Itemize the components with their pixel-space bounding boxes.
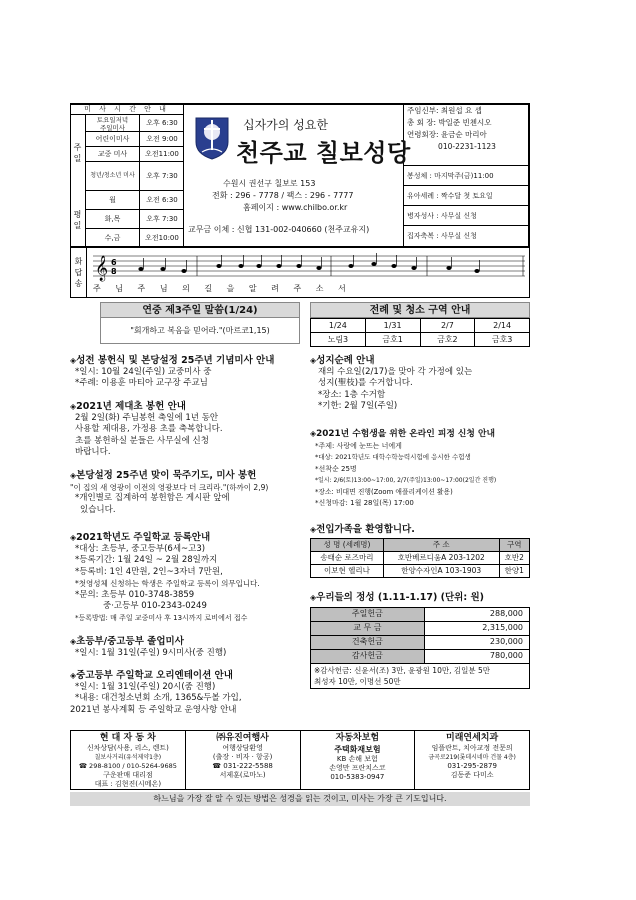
ad-line: 임플란트, 치아교정 전문의 [431, 744, 513, 752]
notice-line: 2월 2일(화) 주님봉헌 축일에 1년 동안 [75, 412, 219, 423]
notice-heading: ◈2021학년도 주일학교 등록안내 [70, 532, 211, 543]
schedule-group: 노림3 [311, 333, 366, 347]
table-cell: 교 무 금 [311, 621, 425, 635]
schedule-date: 2/7 [420, 319, 475, 333]
notice-line: *장소: 비대면 진행(Zoom 애플리케이션 활용) [315, 487, 453, 496]
sponsor-ads [70, 730, 530, 790]
notice-heading: ◈초등부/중고등부 졸업미사 [70, 636, 184, 647]
schedule-date: 1/31 [365, 319, 420, 333]
table-cell: 이보현 헬리나 [311, 564, 384, 577]
notice-graduation [70, 636, 306, 659]
staff-info [404, 103, 530, 248]
table-cell: 송태순 로즈마리 [311, 551, 384, 564]
diamond-icon: ◈ [310, 429, 317, 438]
notice-heading: ◈중고등부 주일학교 오리엔테이션 안내 [70, 670, 233, 681]
notice-heading: ◈성지순례 안내 [310, 355, 375, 366]
mass-row [86, 210, 184, 229]
notice-rosary [70, 470, 306, 516]
diamond-icon: ◈ [70, 471, 77, 480]
mass-row [86, 132, 184, 147]
mass-row-time: 오전11:00 [145, 150, 179, 158]
table-cell: 한양수자인A 103-1903 [383, 564, 499, 577]
ad-line: ☎ 031-222-5588 [212, 762, 273, 770]
notice-line: *선착순 25명 [315, 464, 357, 473]
psalm-lyrics: 주 님 주 님 의 길 을 알 려 주 소 서 [93, 284, 352, 293]
notice-orientation [70, 670, 306, 716]
ad-travel [186, 731, 301, 789]
ad-hyundai [71, 731, 186, 789]
table-cell: 건축헌금 [311, 635, 425, 649]
table-row [311, 621, 530, 635]
ad-line: 여행상담환영 [222, 744, 263, 752]
notice-line: *문의: 초등부 010-3748-3859 [75, 589, 195, 600]
ad-name: 미래연세치과 [446, 733, 499, 743]
mass-row-time: 오전 6:30 [146, 196, 178, 204]
table-row [311, 635, 530, 649]
mass-row-name: 월 [86, 191, 140, 209]
table-row [311, 607, 530, 621]
notice-line: 있습니다. [80, 504, 116, 515]
notice-line: *등록기간: 1월 24일 ~ 2월 28일까지 [75, 555, 218, 565]
table-row [311, 551, 530, 564]
schedule-group: 금호2 [420, 333, 475, 347]
notice-line: *개인별로 집계하여 봉헌함은 게시판 앞에 [75, 493, 230, 503]
ad-line: 칠보사거리(유석제약1층) [94, 754, 162, 761]
mass-row [86, 115, 184, 132]
ad-line: 김동준 다미소 [450, 771, 494, 779]
notice-heading: ◈전입가족을 환영합니다. [310, 524, 415, 535]
mass-row-name: 토요일저녁 주일미사 [86, 115, 140, 131]
parish-homepage[interactable]: 홈페이지 : www.chilbo.or.kr [243, 203, 348, 212]
table-cell: 288,000 [424, 607, 529, 621]
notice-heading: ◈우리들의 정성 (1.11-1.17) (단위: 원) [310, 592, 484, 603]
parish-phone: 전화 : 296 - 7778 / 팩스 : 296 - 7777 [212, 191, 354, 200]
notice-line: *장소: 1층 수거함 [318, 389, 386, 400]
ad-dental [415, 731, 529, 789]
finance-section [310, 592, 532, 689]
mass-row-time: 오후 7:30 [146, 172, 178, 180]
mass-row [86, 147, 184, 162]
notice-line: *일시: 2/6(토)13:00~17:00, 2/7(주일)13:00~17:00(2일간 진행) [315, 477, 497, 484]
table-cell: 호반2 [499, 551, 529, 564]
ad-line: 대표 : 김현진(시메온) [94, 780, 162, 788]
notice-line: 재의 수요일(2/17)을 맞아 각 가정에 있는 [318, 366, 473, 377]
notice-line: *등록방법: 매 주일 교중미사 후 13시까지 로비에서 접수 [75, 613, 248, 622]
ad-line: 서제훈(로마노) [219, 771, 266, 779]
finance-note: 최성자 10만, 이명선 50만 [314, 676, 401, 686]
table-cell: 2,315,000 [424, 621, 529, 635]
staff-row: 봉성체 : 마지막주(금)11:00 [404, 166, 530, 186]
diamond-icon: ◈ [70, 402, 77, 411]
donation-account: 교무금 이체 : 신협 131-002-040660 (천주교유지) [188, 225, 370, 234]
finance-table [310, 607, 530, 689]
parish-subtitle: 십자가의 성요한 [243, 118, 328, 132]
notice-line: *일시: 10월 24일(주일) 교중미사 중 [75, 366, 212, 377]
mass-row-name: 수,금 [86, 229, 140, 248]
svg-text:8: 8 [111, 267, 117, 276]
ad-line: 금곡로219(롯데시네마 건물 4층) [428, 754, 516, 761]
diamond-icon: ◈ [70, 533, 77, 542]
finance-note: ※감사헌금: 신윤서(조) 3만, 윤광원 10만, 김일분 5만 [314, 665, 490, 675]
mass-row [86, 162, 184, 191]
notice-line: *기한: 2월 7일(주일) [318, 401, 398, 411]
weekday-label: 평 일 [70, 191, 86, 248]
ad-name: 현 대 자 동 차 [99, 733, 156, 743]
mass-row-time: 오후 6:30 [146, 119, 178, 127]
music-staff [89, 250, 529, 284]
parish-title: 천주교 칠보성당 [236, 139, 411, 167]
staff-row: 유아세례 : 짝수달 첫 토요일 [404, 186, 530, 206]
notice-line: *일시: 1월 31일(주일) 9시미사(중 진행) [75, 647, 227, 658]
schedule-group: 금호3 [475, 333, 530, 347]
church-logo-icon [192, 112, 232, 160]
staff-block [404, 103, 530, 166]
ad-line: 010-5383-0947 [330, 773, 385, 781]
notice-line: 2021년 봉사계획 등 주일학교 운영사항 안내 [70, 704, 237, 715]
table-cell: 주일헌금 [311, 607, 425, 621]
notice-heading: ◈본당설정 25주년 맞이 묵주기도, 미사 봉헌 [70, 470, 257, 481]
ad-line: ☎ 298-8100 / 010-5264-9685 [78, 762, 177, 770]
table-row [311, 649, 530, 663]
newcomers-section [310, 524, 532, 578]
week-verse: "회개하고 복음을 믿어라."(마르코1,15) [100, 318, 300, 344]
diamond-icon: ◈ [310, 525, 317, 534]
notice-heading: ◈2021년 제대초 봉헌 안내 [70, 401, 186, 412]
ad-line: 주택화재보험 [334, 745, 381, 754]
diamond-icon: ◈ [70, 637, 77, 646]
table-cell: 230,000 [424, 635, 529, 649]
notice-heading: ◈성전 봉헌식 및 본당설정 25주년 기념미사 안내 [70, 355, 275, 366]
footer-quote: 하느님을 가장 잘 알 수 있는 방법은 성경을 읽는 것이고, 미사는 가장 큰 기도입니다. [70, 792, 530, 806]
notice-line: 사용할 제대용, 가정용 초를 축복합니다. [75, 424, 223, 434]
ad-line: 신차상담(사용, 리스, 렌트) [86, 744, 169, 752]
newcomers-table [310, 538, 530, 578]
notice-line: "이 집의 새 영광이 이전의 영광보다 더 크리라."(하까이 2,9) [70, 482, 269, 492]
notice-retreat [310, 428, 532, 510]
notice-sunday-school [70, 532, 306, 624]
mass-row [86, 191, 184, 210]
notice-line: *첫영성체 신청하는 학생은 주일학교 등록이 의무입니다. [75, 579, 260, 588]
schedule-group: 금호1 [365, 333, 420, 347]
table-cell: 호반베르디움A 203-1202 [383, 551, 499, 564]
notice-line: *신청마감: 1월 28일(목) 17:00 [315, 499, 414, 507]
schedule-date: 2/14 [475, 319, 530, 333]
mass-row-name: 어린이미사 [86, 132, 140, 146]
mass-row-time: 오후 7:30 [146, 215, 178, 223]
sunday-label: 주 일 [70, 115, 86, 191]
mass-row-name: 청년/청소년 미사 [86, 162, 140, 190]
svg-text:6: 6 [111, 258, 117, 267]
mass-schedule [70, 103, 184, 248]
table-header: 주 소 [383, 538, 499, 551]
notice-line: *대상: 2021학년도 대학수학능력시험에 응시한 수험생 [315, 453, 471, 461]
notice-line: 성지(聖枝)를 수거합니다. [318, 378, 413, 388]
notice-candle [70, 401, 306, 459]
mass-row-name: 화,목 [86, 210, 140, 228]
ad-line: 031-295-2879 [447, 762, 497, 770]
diamond-icon: ◈ [70, 671, 77, 680]
cleaning-title: 전례 및 청소 구역 안내 [310, 302, 530, 318]
notice-line: 바랍니다. [75, 447, 111, 457]
parish-address: 수원시 권선구 칠보로 153 [223, 179, 316, 188]
diamond-icon: ◈ [310, 356, 317, 365]
notice-line: *대상: 초등부, 중고등부(6세~고3) [75, 543, 206, 554]
notice-heading: ◈2021년 수험생을 위한 온라인 피정 신청 안내 [310, 429, 495, 439]
week-title: 연중 제3주일 말씀(1/24) [100, 302, 300, 318]
mass-row-time: 오전10:00 [145, 234, 179, 242]
staff-line: 010-2231-1123 [438, 142, 496, 151]
mass-schedule-title: 미 사 시 간 안 내 [70, 103, 183, 115]
notice-line: *일시: 1월 31일(주일) 20시(줌 진행) [75, 681, 216, 692]
ad-name: ㈜유진여행사 [216, 733, 269, 743]
notice-line: 중·고등부 010-2343-0249 [103, 601, 207, 611]
ad-line: 구운판매 대리점 [103, 771, 153, 779]
table-cell: 한양1 [499, 564, 529, 577]
table-header: 성 명 (세례명) [311, 538, 384, 551]
notice-palm-collection [310, 355, 532, 413]
staff-line: 주임신부: 최원섭 요 셉 [407, 106, 482, 115]
mass-row [86, 229, 184, 248]
ad-name: 자동차보험 [335, 733, 380, 743]
staff-line: 총 회 장: 박일준 빈첸시오 [407, 118, 492, 127]
notice-line: *주제: 사랑에 눈뜨는 너에게 [315, 441, 402, 450]
ad-insurance [301, 731, 416, 789]
table-row [311, 564, 530, 577]
table-cell: 감사헌금 [311, 649, 425, 663]
ad-line: 손영만 프란치스코 [329, 764, 386, 772]
notice-line: *주례: 이용훈 마티아 교구장 주교님 [75, 378, 208, 388]
staff-row: 병자성사 : 사무실 신청 [404, 206, 530, 226]
staff-row: 집자축복 : 사무실 신청 [407, 232, 477, 240]
treble-clef-icon: 𝄞 [95, 256, 109, 281]
staff-line: 연령회장: 윤금순 마리아 [407, 130, 487, 139]
notice-line: 초를 봉헌하실 분들은 사무실에 신청 [75, 435, 209, 446]
cleaning-schedule [310, 318, 530, 347]
table-row [311, 663, 530, 688]
psalm-label: 화 답 송 [71, 248, 87, 297]
ad-line: (출장 · 비자 · 항공) [212, 753, 273, 761]
notice-anniversary [70, 355, 306, 390]
notice-line: *등록비: 1인 4만원, 2인~3자녀 7만원, [75, 566, 223, 577]
schedule-date: 1/24 [311, 319, 366, 333]
ad-line: KB 손해 보험 [336, 755, 378, 763]
notice-line: *내용: 대건청소년회 소개, 1365&두볼 가입, [75, 693, 242, 703]
table-header: 구역 [499, 538, 529, 551]
diamond-icon: ◈ [310, 593, 317, 602]
mass-row-name: 교중 미사 [86, 147, 140, 161]
mass-row-time: 오전 9:00 [146, 135, 178, 143]
table-cell: 780,000 [424, 649, 529, 663]
diamond-icon: ◈ [70, 356, 77, 365]
